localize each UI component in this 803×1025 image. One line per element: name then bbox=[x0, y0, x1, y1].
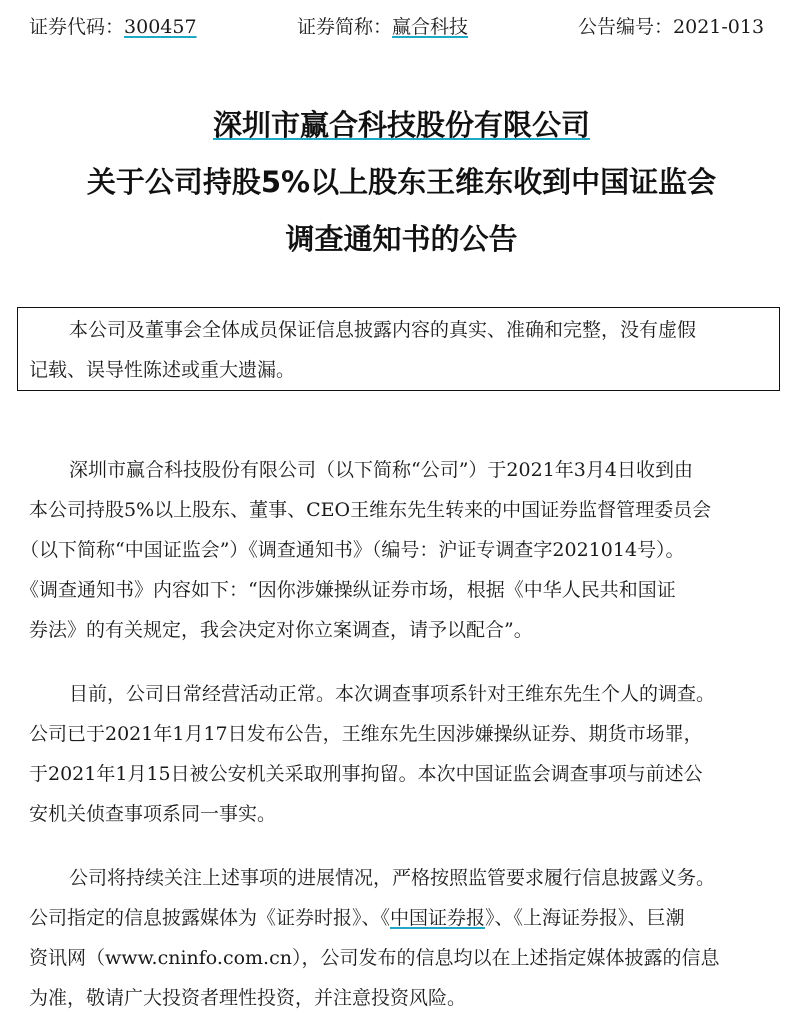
paragraph-1-line-5: 券法》的有关规定，我会决定对你立案调查，请予以配合”。 bbox=[29, 619, 533, 641]
paragraph-1-line-1: 深圳市赢合科技股份有限公司（以下简称“公司”）于2021年3月4日收到由 bbox=[69, 459, 693, 481]
title-company bbox=[0, 105, 803, 145]
paragraph-1-line-3: （以下简称“中国证监会”）《调查通知书》（编号：沪证专调查字2021014号）。 bbox=[20, 539, 685, 561]
paragraph-1-line-2: 本公司持股5%以上股东、董事、CEO王维东先生转来的中国证券监督管理委员会 bbox=[29, 499, 712, 521]
stock-abbr-link[interactable]: 赢合科技 bbox=[392, 16, 469, 38]
stock-code-link[interactable]: 300457 bbox=[124, 16, 197, 38]
paragraph-2-line-1: 目前，公司日常经营活动正常。本次调查事项系针对王维东先生个人的调查。 bbox=[69, 683, 716, 705]
stock-abbreviation bbox=[297, 12, 468, 42]
stock-abbr-label: 证券简称： bbox=[297, 16, 393, 38]
notice-number-value: 2021-013 bbox=[673, 16, 765, 38]
paragraph-3-line-3: 资讯网（www.cninfo.com.cn），公司发布的信息均以在上述指定媒体披露的信息 bbox=[29, 947, 720, 969]
paragraph-2-line-2: 公司已于2021年1月17日发布公告，王维东先生因涉嫌操纵证券、期货市场罪， bbox=[29, 723, 703, 745]
media-text-after: 》、《上海证券报》、巨潮 bbox=[485, 907, 685, 929]
paragraph-2-line-4: 安机关侦查事项系同一事实。 bbox=[29, 803, 277, 825]
notice-number bbox=[578, 12, 764, 42]
notice-number-label: 公告编号： bbox=[578, 16, 674, 38]
paragraph-3-line-4: 为准，敬请广大投资者理性投资，并注意投资风险。 bbox=[29, 987, 467, 1009]
stock-code bbox=[29, 12, 197, 42]
paragraph-2-line-3: 于2021年1月15日被公安机关采取刑事拘留。本次中国证监会调查事项与前述公 bbox=[29, 763, 703, 785]
disclaimer-line-2: 记载、误导性陈述或重大遗漏。 bbox=[29, 359, 296, 381]
title-line-2: 关于公司持股5%以上股东王维东收到中国证监会 bbox=[86, 165, 717, 199]
announcement-header bbox=[0, 12, 803, 42]
paragraph-3-line-2 bbox=[29, 904, 685, 932]
company-name-link[interactable]: 深圳市赢合科技股份有限公司 bbox=[212, 108, 590, 142]
stock-code-label: 证券代码： bbox=[29, 16, 125, 38]
disclaimer-line-1: 本公司及董事会全体成员保证信息披露内容的真实、准确和完整，没有虚假 bbox=[69, 319, 697, 341]
media-text-before: 公司指定的信息披露媒体为《证券时报》、《 bbox=[29, 907, 391, 929]
title-line-3: 调查通知书的公告 bbox=[285, 222, 518, 256]
paragraph-3-line-1: 公司将持续关注上述事项的进展情况，严格按照监管要求履行信息披露义务。 bbox=[69, 867, 716, 889]
china-securities-journal-link[interactable]: 中国证券报 bbox=[390, 907, 486, 929]
paragraph-1-line-4: 《调查通知书》内容如下：“因你涉嫌操纵证券市场，根据《中华人民共和国证 bbox=[20, 579, 676, 601]
